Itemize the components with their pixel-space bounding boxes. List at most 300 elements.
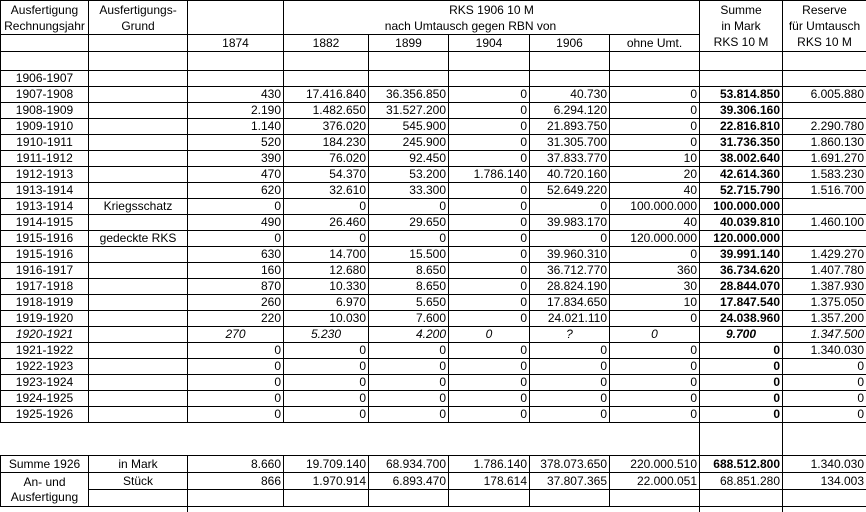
- strip-summe-col: [700, 507, 783, 512]
- cell-grund-12: [89, 263, 188, 279]
- footer-empty-cell-1: [188, 490, 284, 507]
- cell-value-6-4: 40.720.160: [530, 167, 610, 183]
- cell-grund-20: [89, 391, 188, 407]
- cell-value-14-0: 260: [188, 295, 284, 311]
- header-year-1904: 1904: [449, 35, 530, 52]
- cell-summe-21: 0: [700, 407, 783, 423]
- cell-year-4: 1910-1911: [1, 135, 89, 151]
- cell-value-6-3: 1.786.140: [449, 167, 530, 183]
- cell-value-15-2: 7.600: [369, 311, 449, 327]
- spacer-open-row: [1, 439, 866, 456]
- cell-value-18-0: 0: [188, 359, 284, 375]
- cell-grund-21: [89, 407, 188, 423]
- footer-stueck-unit: Stück: [89, 473, 188, 490]
- header-year-1906: 1906: [530, 35, 610, 52]
- cell-value-12-0: 160: [188, 263, 284, 279]
- cell-value-6-2: 53.200: [369, 167, 449, 183]
- cell-value-10-4: 0: [530, 231, 610, 247]
- cell-value-21-0: 0: [188, 407, 284, 423]
- cell-value-14-1: 6.970: [284, 295, 369, 311]
- header-year-1899: 1899: [369, 35, 449, 52]
- cell-value-11-4: 39.960.310: [530, 247, 610, 263]
- cell-reserve-4: 1.860.130: [783, 135, 866, 151]
- table-row: [1, 247, 866, 263]
- cell-value-16-2: 4.200: [369, 327, 449, 343]
- cell-value-0-1: [284, 71, 369, 87]
- cell-value-10-0: 0: [188, 231, 284, 247]
- cell-value-2-2: 31.527.200: [369, 103, 449, 119]
- cell-summe-18: 0: [700, 359, 783, 375]
- footer-summe-value-5: 220.000.510: [610, 456, 700, 473]
- spacer-cell-5: [449, 52, 530, 71]
- cell-value-10-2: 0: [369, 231, 449, 247]
- cell-value-9-5: 40: [610, 215, 700, 231]
- cell-reserve-21: 0: [783, 407, 866, 423]
- cell-year-12: 1916-1917: [1, 263, 89, 279]
- cell-value-4-2: 245.900: [369, 135, 449, 151]
- header-rks-title-block: [284, 1, 700, 35]
- cell-value-11-0: 630: [188, 247, 284, 263]
- cell-value-18-2: 0: [369, 359, 449, 375]
- cell-summe-20: 0: [700, 391, 783, 407]
- cell-value-1-2: 36.356.850: [369, 87, 449, 103]
- cell-value-13-2: 8.650: [369, 279, 449, 295]
- cell-value-5-0: 390: [188, 151, 284, 167]
- cell-value-16-3: 0: [449, 327, 530, 343]
- table-row: [1, 231, 866, 247]
- spacer-open-row: [1, 423, 866, 439]
- cell-value-21-2: 0: [369, 407, 449, 423]
- header-empty-cell: [188, 1, 284, 35]
- cell-value-8-0: 0: [188, 199, 284, 215]
- cell-summe-9: 40.039.810: [700, 215, 783, 231]
- cell-grund-7: [89, 183, 188, 199]
- footer-empty-cell-5: [530, 490, 610, 507]
- cell-grund-8: Kriegsschatz: [89, 199, 188, 215]
- cell-value-17-2: 0: [369, 343, 449, 359]
- cell-summe-3: 22.816.810: [700, 119, 783, 135]
- cell-year-17: 1921-1922: [1, 343, 89, 359]
- cell-summe-6: 42.614.360: [700, 167, 783, 183]
- cell-grund-13: [89, 279, 188, 295]
- cell-value-7-5: 40: [610, 183, 700, 199]
- cell-value-15-4: 24.021.110: [530, 311, 610, 327]
- cell-reserve-1: 6.005.880: [783, 87, 866, 103]
- cell-value-13-4: 28.824.190: [530, 279, 610, 295]
- table-row: [1, 119, 866, 135]
- cell-year-2: 1908-1909: [1, 103, 89, 119]
- table-row: [1, 311, 866, 327]
- cell-value-8-1: 0: [284, 199, 369, 215]
- footer-empty-cell-8: [783, 490, 866, 507]
- table-row: [1, 375, 866, 391]
- table-row: [1, 295, 866, 311]
- cell-value-18-4: 0: [530, 359, 610, 375]
- cell-value-15-5: 0: [610, 311, 700, 327]
- header-year-1882: 1882: [284, 35, 369, 52]
- spacer-summe-col-0: [700, 423, 783, 439]
- spacer-end-0: [783, 423, 866, 439]
- cell-value-1-3: 0: [449, 87, 530, 103]
- cell-grund-1: [89, 87, 188, 103]
- spacer-row: [1, 52, 866, 71]
- cell-value-9-4: 39.983.170: [530, 215, 610, 231]
- bottom-strip-row: [1, 507, 866, 512]
- cell-value-12-2: 8.650: [369, 263, 449, 279]
- cell-value-8-5: 100.000.000: [610, 199, 700, 215]
- cell-value-20-2: 0: [369, 391, 449, 407]
- header-rks-title: RKS 1906 10 M: [449, 2, 534, 17]
- cell-value-16-4: ?: [530, 327, 610, 343]
- cell-year-8: 1913-1914: [1, 199, 89, 215]
- table-row: [1, 151, 866, 167]
- footer-summe-label: Summe 1926: [1, 456, 89, 473]
- cell-value-19-3: 0: [449, 375, 530, 391]
- cell-value-1-4: 40.730: [530, 87, 610, 103]
- spacer-cell-0: [1, 52, 89, 71]
- table-row: [1, 71, 866, 87]
- header-empty-a: [1, 35, 89, 52]
- cell-grund-5: [89, 151, 188, 167]
- cell-value-19-0: 0: [188, 375, 284, 391]
- cell-summe-4: 31.736.350: [700, 135, 783, 151]
- spacer-cell-9: [783, 52, 866, 71]
- cell-value-21-1: 0: [284, 407, 369, 423]
- cell-value-0-2: [369, 71, 449, 87]
- footer-empty-cell-6: [610, 490, 700, 507]
- cell-value-6-1: 54.370: [284, 167, 369, 183]
- cell-value-12-1: 12.680: [284, 263, 369, 279]
- cell-value-2-3: 0: [449, 103, 530, 119]
- cell-value-20-4: 0: [530, 391, 610, 407]
- header-rks-subtitle: nach Umtausch gegen RBN von: [384, 18, 557, 33]
- table-row: [1, 359, 866, 375]
- cell-year-3: 1909-1910: [1, 119, 89, 135]
- cell-grund-14: [89, 295, 188, 311]
- spacer-cell-4: [369, 52, 449, 71]
- cell-value-3-0: 1.140: [188, 119, 284, 135]
- cell-value-5-4: 37.833.770: [530, 151, 610, 167]
- cell-year-15: 1919-1920: [1, 311, 89, 327]
- cell-value-1-0: 430: [188, 87, 284, 103]
- cell-value-14-5: 10: [610, 295, 700, 311]
- cell-value-21-4: 0: [530, 407, 610, 423]
- table-row: [1, 135, 866, 151]
- cell-reserve-9: 1.460.100: [783, 215, 866, 231]
- cell-summe-16: 9.700: [700, 327, 783, 343]
- cell-value-6-0: 470: [188, 167, 284, 183]
- footer-empty-cell-3: [369, 490, 449, 507]
- cell-grund-17: [89, 343, 188, 359]
- cell-summe-10: 120.000.000: [700, 231, 783, 247]
- cell-value-18-3: 0: [449, 359, 530, 375]
- footer-empty-cell-0: [89, 490, 188, 507]
- table-row: [1, 407, 866, 423]
- cell-value-2-4: 6.294.120: [530, 103, 610, 119]
- cell-year-20: 1924-1925: [1, 391, 89, 407]
- cell-value-17-3: 0: [449, 343, 530, 359]
- cell-value-0-5: [610, 71, 700, 87]
- cell-reserve-14: 1.375.050: [783, 295, 866, 311]
- cell-value-18-1: 0: [284, 359, 369, 375]
- cell-value-19-5: 0: [610, 375, 700, 391]
- table-row: [1, 103, 866, 119]
- cell-summe-12: 36.734.620: [700, 263, 783, 279]
- cell-value-7-3: 0: [449, 183, 530, 199]
- cell-value-6-5: 20: [610, 167, 700, 183]
- cell-value-11-3: 0: [449, 247, 530, 263]
- footer-stueck-value-0: 866: [188, 473, 284, 490]
- cell-value-3-3: 0: [449, 119, 530, 135]
- table-row: [1, 199, 866, 215]
- cell-summe-1: 53.814.850: [700, 87, 783, 103]
- cell-grund-18: [89, 359, 188, 375]
- cell-value-4-0: 520: [188, 135, 284, 151]
- cell-value-2-1: 1.482.650: [284, 103, 369, 119]
- cell-value-11-1: 14.700: [284, 247, 369, 263]
- spacer-cell-2: [188, 52, 284, 71]
- footer-summe-reserve: 1.340.030: [783, 456, 866, 473]
- cell-value-0-0: [188, 71, 284, 87]
- spacer-end-1: [783, 439, 866, 456]
- header-grund-line2: Grund: [121, 18, 155, 33]
- spacer-cell-7: [610, 52, 700, 71]
- cell-year-13: 1917-1918: [1, 279, 89, 295]
- cell-value-15-3: 0: [449, 311, 530, 327]
- cell-value-1-1: 17.416.840: [284, 87, 369, 103]
- cell-value-3-1: 376.020: [284, 119, 369, 135]
- cell-reserve-13: 1.387.930: [783, 279, 866, 295]
- header-ohne-umt: ohne Umt.: [610, 35, 700, 52]
- cell-value-5-5: 10: [610, 151, 700, 167]
- cell-summe-5: 38.002.640: [700, 151, 783, 167]
- spacer-cell-3: [284, 52, 369, 71]
- cell-reserve-11: 1.429.270: [783, 247, 866, 263]
- table-row: [1, 343, 866, 359]
- cell-value-13-0: 870: [188, 279, 284, 295]
- cell-value-20-1: 0: [284, 391, 369, 407]
- table-row: [1, 167, 866, 183]
- cell-summe-2: 39.306.160: [700, 103, 783, 119]
- cell-reserve-18: 0: [783, 359, 866, 375]
- footer-stueck-value-3: 178.614: [449, 473, 530, 490]
- cell-value-5-3: 0: [449, 151, 530, 167]
- footer-stueck-value-2: 6.893.470: [369, 473, 449, 490]
- cell-value-4-5: 0: [610, 135, 700, 151]
- cell-value-0-4: [530, 71, 610, 87]
- table-row: [1, 183, 866, 199]
- cell-year-6: 1912-1913: [1, 167, 89, 183]
- spacer-summe-col-1: [700, 439, 783, 456]
- header-grund: [89, 1, 188, 35]
- cell-reserve-16: 1.347.500: [783, 327, 866, 343]
- cell-value-19-2: 0: [369, 375, 449, 391]
- cell-value-10-1: 0: [284, 231, 369, 247]
- footer-summe-value-4: 378.073.650: [530, 456, 610, 473]
- cell-year-11: 1915-1916: [1, 247, 89, 263]
- cell-value-1-5: 0: [610, 87, 700, 103]
- cell-value-17-4: 0: [530, 343, 610, 359]
- spacer-cell-6: [530, 52, 610, 71]
- cell-value-11-5: 0: [610, 247, 700, 263]
- cell-value-17-5: 0: [610, 343, 700, 359]
- cell-value-16-1: 5.230: [284, 327, 369, 343]
- cell-value-8-2: 0: [369, 199, 449, 215]
- cell-reserve-8: [783, 199, 866, 215]
- cell-value-2-0: 2.190: [188, 103, 284, 119]
- header-reserve: Reserve für Umtausch RKS 10 M: [783, 1, 866, 52]
- cell-reserve-15: 1.357.200: [783, 311, 866, 327]
- cell-value-10-5: 120.000.000: [610, 231, 700, 247]
- cell-value-7-1: 32.610: [284, 183, 369, 199]
- header-grund-line1: Ausfertigungs-: [99, 2, 177, 17]
- cell-value-8-4: 0: [530, 199, 610, 215]
- footer-stueck-value-1: 1.970.914: [284, 473, 369, 490]
- footer-empty-cell-4: [449, 490, 530, 507]
- cell-value-20-0: 0: [188, 391, 284, 407]
- cell-value-4-3: 0: [449, 135, 530, 151]
- cell-reserve-7: 1.516.700: [783, 183, 866, 199]
- cell-value-3-5: 0: [610, 119, 700, 135]
- spacer-cell-8: [700, 52, 783, 71]
- cell-value-12-4: 36.712.770: [530, 263, 610, 279]
- cell-value-18-5: 0: [610, 359, 700, 375]
- cell-value-9-2: 29.650: [369, 215, 449, 231]
- table-row: [1, 279, 866, 295]
- cell-value-7-0: 620: [188, 183, 284, 199]
- cell-value-13-1: 10.330: [284, 279, 369, 295]
- cell-value-19-1: 0: [284, 375, 369, 391]
- cell-value-9-3: 0: [449, 215, 530, 231]
- cell-value-14-3: 0: [449, 295, 530, 311]
- cell-value-16-5: 0: [610, 327, 700, 343]
- cell-year-0: 1906-1907: [1, 71, 89, 87]
- cell-year-14: 1918-1919: [1, 295, 89, 311]
- cell-year-5: 1911-1912: [1, 151, 89, 167]
- cell-year-19: 1923-1924: [1, 375, 89, 391]
- cell-year-10: 1915-1916: [1, 231, 89, 247]
- header-year-1874: 1874: [188, 35, 284, 52]
- cell-reserve-19: 0: [783, 375, 866, 391]
- cell-value-9-1: 26.460: [284, 215, 369, 231]
- cell-grund-15: [89, 311, 188, 327]
- cell-grund-9: [89, 215, 188, 231]
- cell-value-10-3: 0: [449, 231, 530, 247]
- cell-value-3-4: 21.893.750: [530, 119, 610, 135]
- cell-reserve-5: 1.691.270: [783, 151, 866, 167]
- cell-grund-10: gedeckte RKS: [89, 231, 188, 247]
- table-row: [1, 87, 866, 103]
- cell-summe-11: 39.991.140: [700, 247, 783, 263]
- cell-grund-11: [89, 247, 188, 263]
- cell-value-19-4: 0: [530, 375, 610, 391]
- cell-reserve-10: [783, 231, 866, 247]
- cell-year-1: 1907-1908: [1, 87, 89, 103]
- cell-grund-4: [89, 135, 188, 151]
- cell-value-8-3: 0: [449, 199, 530, 215]
- cell-value-3-2: 545.900: [369, 119, 449, 135]
- cell-value-9-0: 490: [188, 215, 284, 231]
- cell-reserve-2: [783, 103, 866, 119]
- cell-summe-13: 28.844.070: [700, 279, 783, 295]
- cell-value-0-3: [449, 71, 530, 87]
- header-rechnungsjahr: [1, 1, 89, 35]
- strip-end: [783, 507, 866, 512]
- header-empty-b: [89, 35, 188, 52]
- footer-stueck-row: [1, 473, 866, 490]
- strip-left: [1, 507, 188, 512]
- header-rechnungsjahr-line1: Ausfertigung: [10, 2, 79, 17]
- cell-value-15-1: 10.030: [284, 311, 369, 327]
- cell-grund-19: [89, 375, 188, 391]
- table-row: [1, 215, 866, 231]
- cell-value-11-2: 15.500: [369, 247, 449, 263]
- cell-summe-14: 17.847.540: [700, 295, 783, 311]
- spacer-cell-1: [89, 52, 188, 71]
- footer-stueck-reserve: 134.003: [783, 473, 866, 490]
- cell-value-17-0: 0: [188, 343, 284, 359]
- spacer-open-1: [1, 439, 700, 456]
- cell-reserve-17: 1.340.030: [783, 343, 866, 359]
- cell-value-13-3: 0: [449, 279, 530, 295]
- cell-summe-8: 100.000.000: [700, 199, 783, 215]
- cell-value-15-0: 220: [188, 311, 284, 327]
- cell-reserve-0: [783, 71, 866, 87]
- cell-value-7-4: 52.649.220: [530, 183, 610, 199]
- footer-summe-unit: in Mark: [89, 456, 188, 473]
- footer-empty-cell-2: [284, 490, 369, 507]
- cell-grund-0: [89, 71, 188, 87]
- cell-grund-2: [89, 103, 188, 119]
- cell-value-14-2: 5.650: [369, 295, 449, 311]
- table-row: [1, 391, 866, 407]
- cell-value-17-1: 0: [284, 343, 369, 359]
- cell-value-21-5: 0: [610, 407, 700, 423]
- footer-ausfertigung-label: An- und Ausfertigung: [1, 473, 89, 507]
- cell-value-20-5: 0: [610, 391, 700, 407]
- cell-reserve-20: 0: [783, 391, 866, 407]
- cell-year-18: 1922-1923: [1, 359, 89, 375]
- cell-value-7-2: 33.300: [369, 183, 449, 199]
- header-summe: Summe in Mark RKS 10 M: [700, 1, 783, 52]
- cell-summe-17: 0: [700, 343, 783, 359]
- footer-summe-total: 688.512.800: [700, 456, 783, 473]
- cell-value-12-3: 0: [449, 263, 530, 279]
- cell-value-4-1: 184.230: [284, 135, 369, 151]
- cell-grund-6: [89, 167, 188, 183]
- footer-summe-value-2: 68.934.700: [369, 456, 449, 473]
- cell-summe-7: 52.715.790: [700, 183, 783, 199]
- spacer-open-0: [1, 423, 700, 439]
- cell-value-20-3: 0: [449, 391, 530, 407]
- cell-value-14-4: 17.834.650: [530, 295, 610, 311]
- footer-summe-row: [1, 456, 866, 473]
- cell-value-2-5: 0: [610, 103, 700, 119]
- footer-summe-value-1: 19.709.140: [284, 456, 369, 473]
- cell-reserve-12: 1.407.780: [783, 263, 866, 279]
- cell-reserve-6: 1.583.230: [783, 167, 866, 183]
- cell-value-4-4: 31.305.700: [530, 135, 610, 151]
- footer-stueck-value-5: 22.000.051: [610, 473, 700, 490]
- cell-reserve-3: 2.290.780: [783, 119, 866, 135]
- table-row: [1, 327, 866, 343]
- footer-stueck-total: 68.851.280: [700, 473, 783, 490]
- cell-value-13-5: 30: [610, 279, 700, 295]
- cell-value-5-2: 92.450: [369, 151, 449, 167]
- cell-value-16-0: 270: [188, 327, 284, 343]
- cell-value-5-1: 76.020: [284, 151, 369, 167]
- footer-empty-row: [1, 490, 866, 507]
